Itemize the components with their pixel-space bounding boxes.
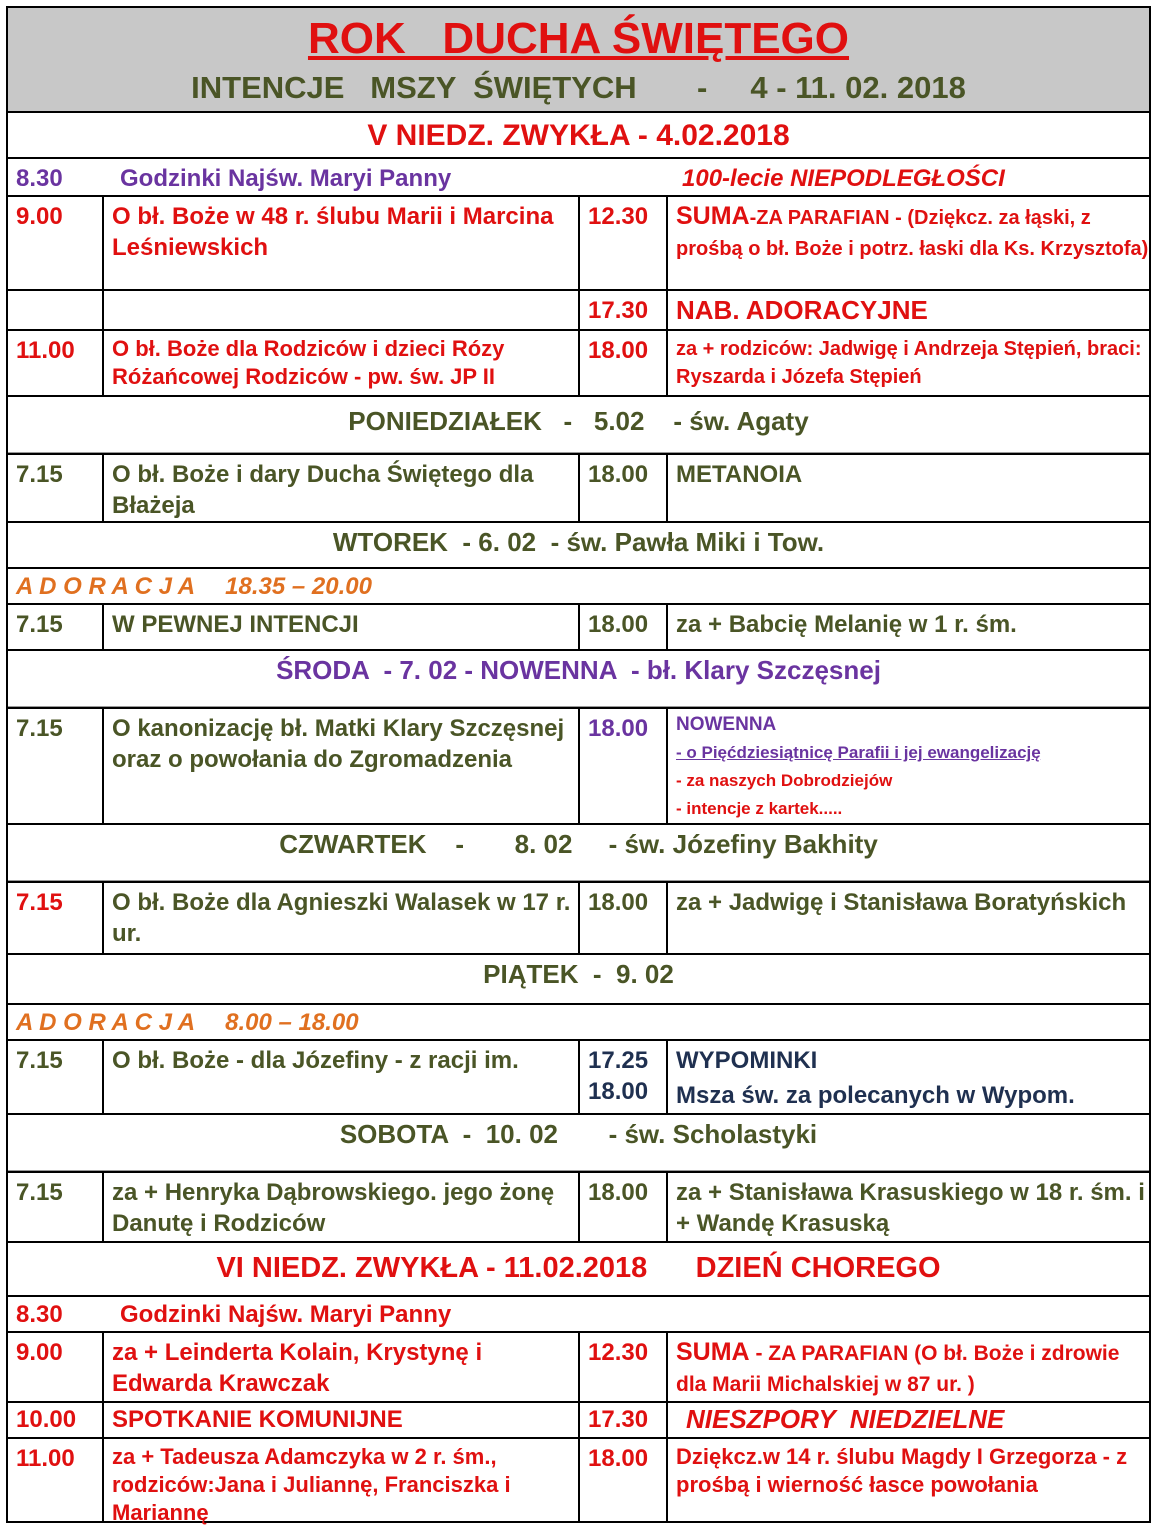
friday-row [8,1039,1149,1113]
time: 18.00 [578,883,666,953]
intention: Godzinki Najśw. Maryi Panny [120,165,452,192]
intention: za + rodziców: Jadwigę i Andrzeja Stępień, braci: Ryszarda i Józefa Stępień [666,331,1149,395]
time: 18.00 [578,605,666,649]
intention: Dziękcz.w 14 r. ślubu Magdy I Grzegorza - z prośbą i wierność łasce powołania [666,1439,1149,1521]
anniversary-note: 100-lecie NIEPODLEGŁOŚCI [682,165,1005,192]
novena-item: - intencje z kartek..... [676,799,843,818]
sunday1-row0 [8,157,1149,195]
intention: NIESZPORY NIEDZIELNE [666,1403,1149,1437]
wednesday-header [8,649,1149,707]
sunday2-row2 [8,1401,1149,1437]
intention: Godzinki Najśw. Maryi Panny [120,1301,452,1328]
wednesday-row [8,707,1149,823]
suma-detail: - ZA PARAFIAN (O bł. Boże i zdrowie dla Marii Michalskiej w 87 ur. ) [676,1342,1120,1396]
time-empty [8,291,102,329]
wednesday-title: ŚRODA - 7. 02 - NOWENNA - bł. Klary Szczęsnej [276,655,881,685]
time: 17.25 [588,1047,649,1074]
time: 8.30 [16,165,63,192]
saturday-header [8,1113,1149,1171]
intention: za + Leinderta Kolain, Krystynę i Edwarda Krawczak [102,1333,578,1401]
intention: O bł. Boże i dary Ducha Świętego dla Błażeja [102,455,578,521]
time: 10.00 [16,1406,77,1433]
intention: SPOTKANIE KOMUNIJNE [102,1403,578,1437]
sunday1-row2 [8,289,1149,329]
adoration-time: 18.35 – 20.00 [225,573,372,600]
intention: za + Jadwigę i Stanisława Boratyńskich [666,883,1149,953]
intention: O bł. Boże - dla Józefiny - z racji im. [102,1041,578,1113]
intention: za + Stanisława Krasuskiego w 18 r. śm. i + Wandę Krasuską [666,1173,1149,1241]
intention: za + Henryka Dąbrowskiego. jego żonę Danutę i Rodziców [102,1173,578,1241]
monday-title: PONIEDZIAŁEK - 5.02 - św. Agaty [348,406,809,436]
intention: za + Babcię Melanię w 1 r. śm. [666,605,1149,649]
sunday2-row1 [8,1331,1149,1401]
suma-label: SUMA [676,1338,750,1366]
friday-title: PIĄTEK - 9. 02 [483,959,674,989]
time: 7.15 [16,889,63,916]
tuesday-header [8,521,1149,567]
time: 17.30 [578,291,666,329]
sunday1-title: V NIEDZ. ZWYKŁA - 4.02.2018 [367,119,790,152]
sunday1-header [8,111,1149,157]
time: 17.30 [578,1403,666,1437]
sunday2-title: VI NIEDZ. ZWYKŁA - 11.02.2018 DZIEŃ CHOREGO [216,1252,941,1284]
novena-label: NOWENNA [676,714,777,735]
time: 18.00 [578,455,666,521]
time: 18.00 [578,709,666,823]
wypominki-label: WYPOMINKI [676,1047,818,1074]
schedule-page [6,6,1151,1523]
friday-header [8,953,1149,1003]
page-subtitle: INTENCJE MSZY ŚWIĘTYCH - 4 - 11. 02. 2018 [191,70,966,105]
time: 9.00 [16,203,63,230]
intention [666,197,1149,289]
sunday2-header [8,1241,1149,1295]
intention: za + Tadeusza Adamczyka w 2 r. śm., rodziców:Jana i Juliannę, Franciszka i Mariannę [102,1439,578,1521]
intention: O kanonizację bł. Matki Klary Szczęsnej oraz o powołania do Zgromadzenia [102,709,578,823]
intention: W PEWNEJ INTENCJI [102,605,578,649]
intention-empty [102,291,578,329]
sunday1-row3 [8,329,1149,395]
thursday-row [8,881,1149,953]
time: 7.15 [16,461,63,488]
time: 18.00 [578,1439,666,1521]
suma-detail: -ZA PARAFIAN - (Dziękcz. za łąski, z prośbą o bł. Boże i potrz. łaski dla Ks. Krzysztofa) [676,207,1149,260]
time: 18.00 [588,1078,649,1105]
header [8,8,1149,111]
wypominki-mass: Msza św. za polecanych w Wypom. [676,1082,1075,1109]
adoration-time: 8.00 – 18.00 [225,1009,359,1036]
tuesday-adoration [8,567,1149,603]
time: 7.15 [16,715,63,742]
friday-adoration [8,1003,1149,1039]
time: 18.00 [578,331,666,395]
intention [666,1333,1149,1401]
intention: METANOIA [666,455,1149,521]
intention: O bł. Boże w 48 r. ślubu Marii i Marcina Leśniewskich [102,197,578,289]
time: 18.00 [578,1173,666,1241]
time: 8.30 [16,1301,63,1328]
suma-label: SUMA [676,202,750,230]
time: 9.00 [16,1339,63,1366]
novena-intentions [666,709,1149,823]
intention [666,1041,1149,1113]
tuesday-title: WTOREK - 6. 02 - św. Pawła Miki i Tow. [332,527,825,557]
intention: NAB. ADORACYJNE [666,291,1149,329]
saturday-row [8,1171,1149,1241]
saturday-title: SOBOTA - 10. 02 - św. Scholastyki [339,1119,818,1149]
sunday2-row3 [8,1437,1149,1525]
time: 11.00 [16,1445,75,1472]
adoration-note [8,569,1149,603]
thursday-header [8,823,1149,881]
time: 12.30 [578,197,666,289]
time: 11.00 [16,337,75,364]
sunday2-row0 [8,1295,1149,1331]
page-title: ROK DUCHA ŚWIĘTEGO [307,14,850,63]
adoration-label: A D O R A C J A [16,573,196,600]
time: 7.15 [16,1179,63,1206]
time: 12.30 [578,1333,666,1401]
time: 7.15 [16,611,63,638]
novena-item: - za naszych Dobrodziejów [676,771,893,790]
adoration-label: A D O R A C J A [16,1009,196,1036]
monday-header [8,395,1149,453]
time: 7.15 [16,1047,63,1074]
thursday-title: CZWARTEK - 8. 02 - św. Józefiny Bakhity [279,829,878,859]
intention: O bł. Boże dla Rodziców i dzieci Rózy Różańcowej Rodziców - pw. św. JP II [102,331,578,395]
novena-item: - o Pięćdziesiątnicę Parafii i jej ewangelizację [676,743,1041,762]
adoration-note [8,1005,1149,1039]
times [578,1041,666,1113]
tuesday-row [8,603,1149,649]
monday-row [8,453,1149,521]
intention: O bł. Boże dla Agnieszki Walasek w 17 r. ur. [102,883,578,953]
sunday1-row1 [8,195,1149,289]
